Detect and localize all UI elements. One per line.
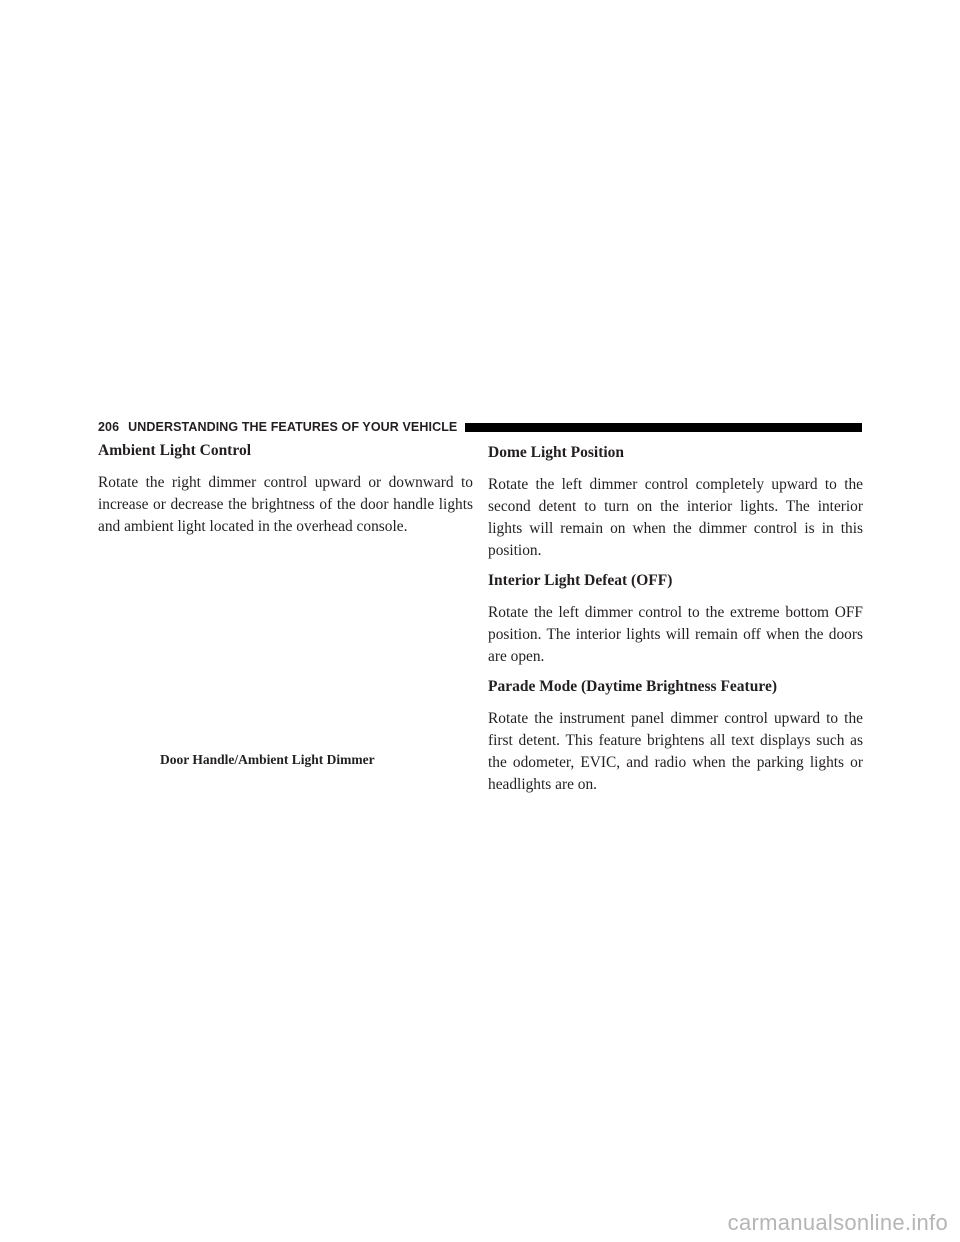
parade-mode-heading: Parade Mode (Daytime Brightness Feature) xyxy=(488,678,777,695)
interior-light-defeat-paragraph: Rotate the left dimmer control to the extreme bottom OFF position. The interior lights will remain off when the doors are open. xyxy=(488,604,863,665)
left-column xyxy=(98,440,473,546)
ambient-light-control-heading: Ambient Light Control xyxy=(98,442,252,459)
figure-caption: Door Handle/Ambient Light Dimmer xyxy=(160,752,375,767)
page-header xyxy=(98,418,862,436)
ambient-light-control-paragraph: Rotate the right dimmer control upward or downward to increase or decrease the brightness of the door handle lights and ambient light located in the overhead console. xyxy=(98,474,473,535)
parade-mode-paragraph: Rotate the instrument panel dimmer control upward to the first detent. This feature brightens all text displays such as the odometer, EVIC, and radio when the parking lights or headlights are on. xyxy=(488,710,863,793)
header-rule xyxy=(465,423,862,432)
dome-light-position-heading: Dome Light Position xyxy=(488,444,625,461)
interior-light-defeat-heading: Interior Light Defeat (OFF) xyxy=(488,572,673,589)
watermark-link[interactable]: carmanualsonline.info xyxy=(727,1210,948,1235)
page-number: 206 xyxy=(98,420,120,434)
right-column xyxy=(488,440,863,804)
dome-light-position-paragraph: Rotate the left dimmer control completely upward to the second detent to turn on the interior lights. The interior lights will remain on when the dimmer control is in this position. xyxy=(488,476,863,559)
section-title: UNDERSTANDING THE FEATURES OF YOUR VEHICLE xyxy=(128,420,458,434)
